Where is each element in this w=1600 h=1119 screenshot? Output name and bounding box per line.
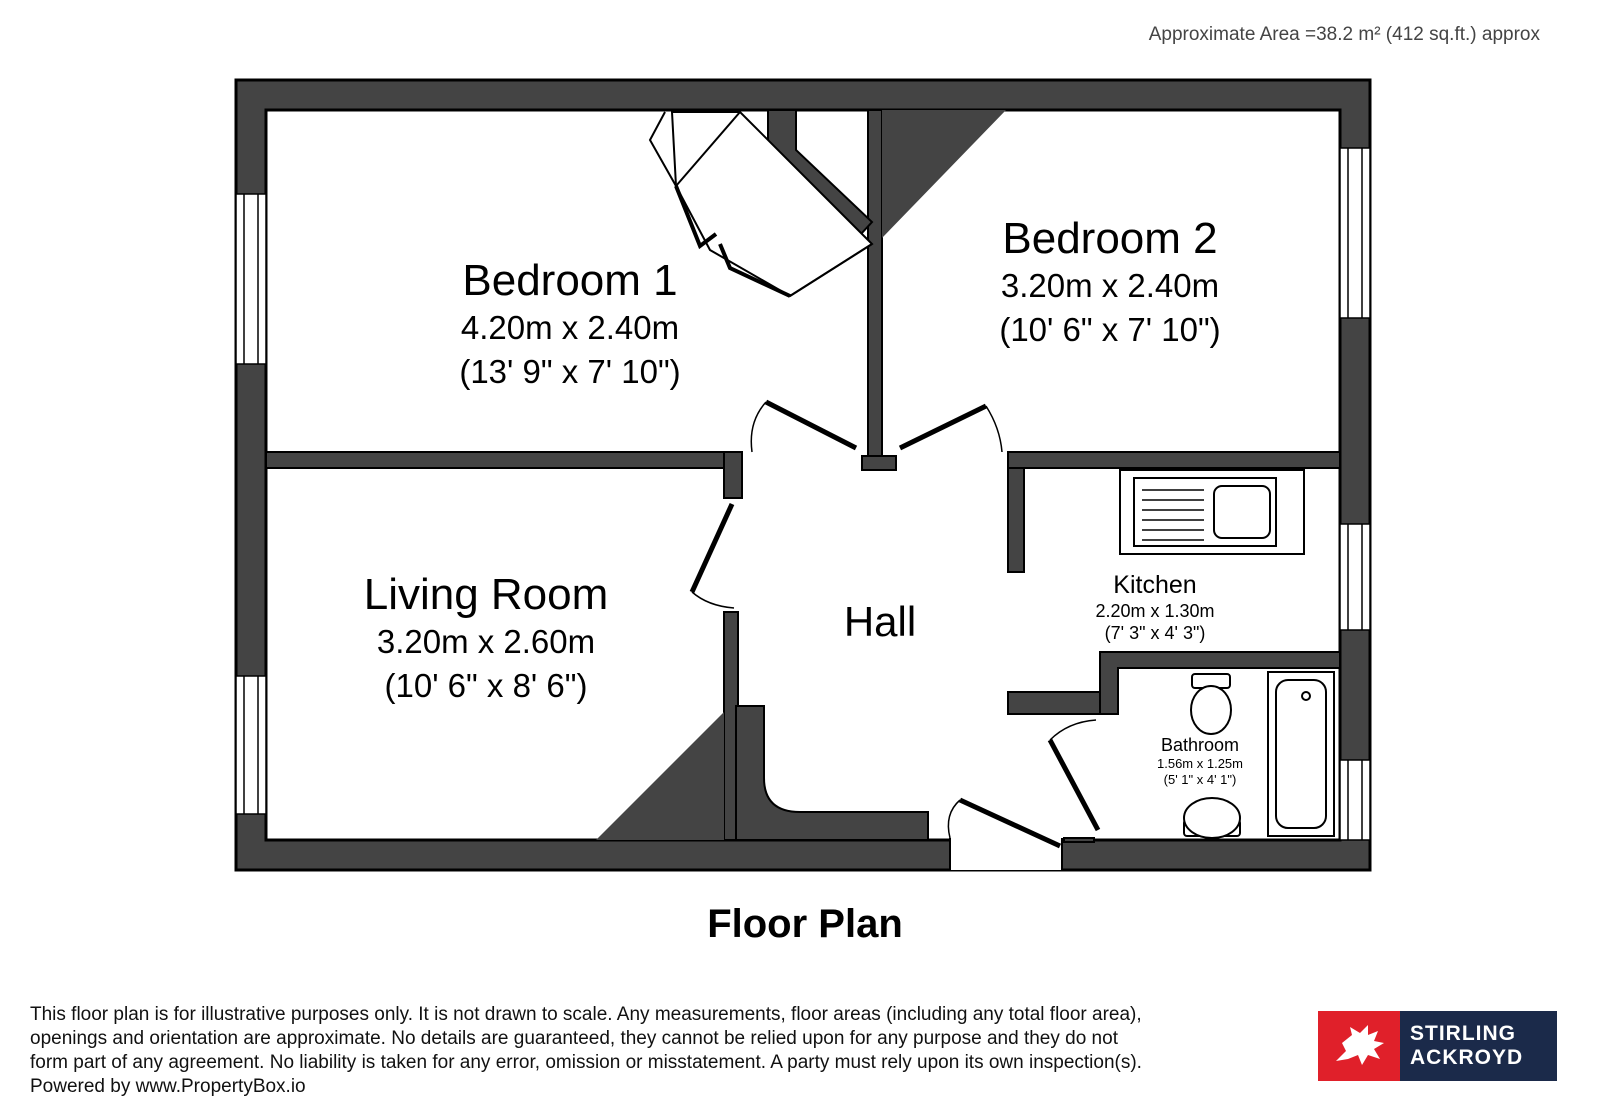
room-imperial: (13' 9" x 7' 10")	[459, 353, 681, 390]
disclaimer-line: openings and orientation are approximate. No details are guaranteed, they cannot be relied upon for any purpose and they do not	[30, 1028, 1118, 1049]
disclaimer-line: This floor plan is for illustrative purposes only. It is not drawn to scale. Any measurements, floor areas (including any total floor area),	[30, 1004, 1142, 1025]
room-hall: Hall	[843, 598, 917, 645]
room-metric: 2.20m x 1.30m	[1095, 601, 1215, 621]
plan-title: Floor Plan	[707, 902, 903, 946]
room-metric: 3.20m x 2.60m	[376, 623, 596, 660]
room-bedroom1	[420, 256, 720, 394]
disclaimer-line: Powered by www.PropertyBox.io	[30, 1076, 306, 1097]
shaded-area-living	[596, 712, 724, 840]
room-imperial: (5' 1" x 4' 1")	[1163, 772, 1237, 787]
room-bedroom2	[960, 214, 1260, 352]
room-name: Bedroom 2	[1002, 214, 1218, 263]
brand-name	[1400, 1011, 1557, 1081]
room-living	[336, 570, 636, 708]
dragon-icon	[1318, 1011, 1400, 1081]
room-imperial: (10' 6" x 7' 10")	[999, 311, 1221, 348]
brand-line1: STIRLING	[1410, 1022, 1516, 1045]
entrance-gap	[950, 838, 1062, 870]
room-metric: 1.56m x 1.25m	[1157, 756, 1243, 771]
room-kitchen	[1070, 570, 1240, 644]
room-name: Bathroom	[1160, 735, 1240, 755]
kitchen-sink	[1120, 470, 1304, 554]
room-imperial: (7' 3" x 4' 3")	[1104, 623, 1206, 643]
room-metric: 3.20m x 2.40m	[1000, 267, 1220, 304]
room-name: Kitchen	[1113, 571, 1197, 599]
disclaimer-line: form part of any agreement. No liability is taken for any error, omission or misstatement. A party must rely upon its own inspection(s).	[30, 1052, 1142, 1073]
disclaimer	[30, 1003, 1320, 1099]
room-imperial: (10' 6" x 8' 6")	[384, 667, 588, 704]
brand-logo	[1318, 1011, 1557, 1081]
room-bathroom	[1140, 734, 1260, 788]
approx-area: Approximate Area =38.2 m² (412 sq.ft.) approx	[1148, 24, 1540, 45]
room-metric: 4.20m x 2.40m	[460, 309, 680, 346]
brand-line2: ACKROYD	[1410, 1046, 1524, 1069]
room-name: Bedroom 1	[462, 256, 678, 305]
room-name: Living Room	[363, 570, 609, 619]
